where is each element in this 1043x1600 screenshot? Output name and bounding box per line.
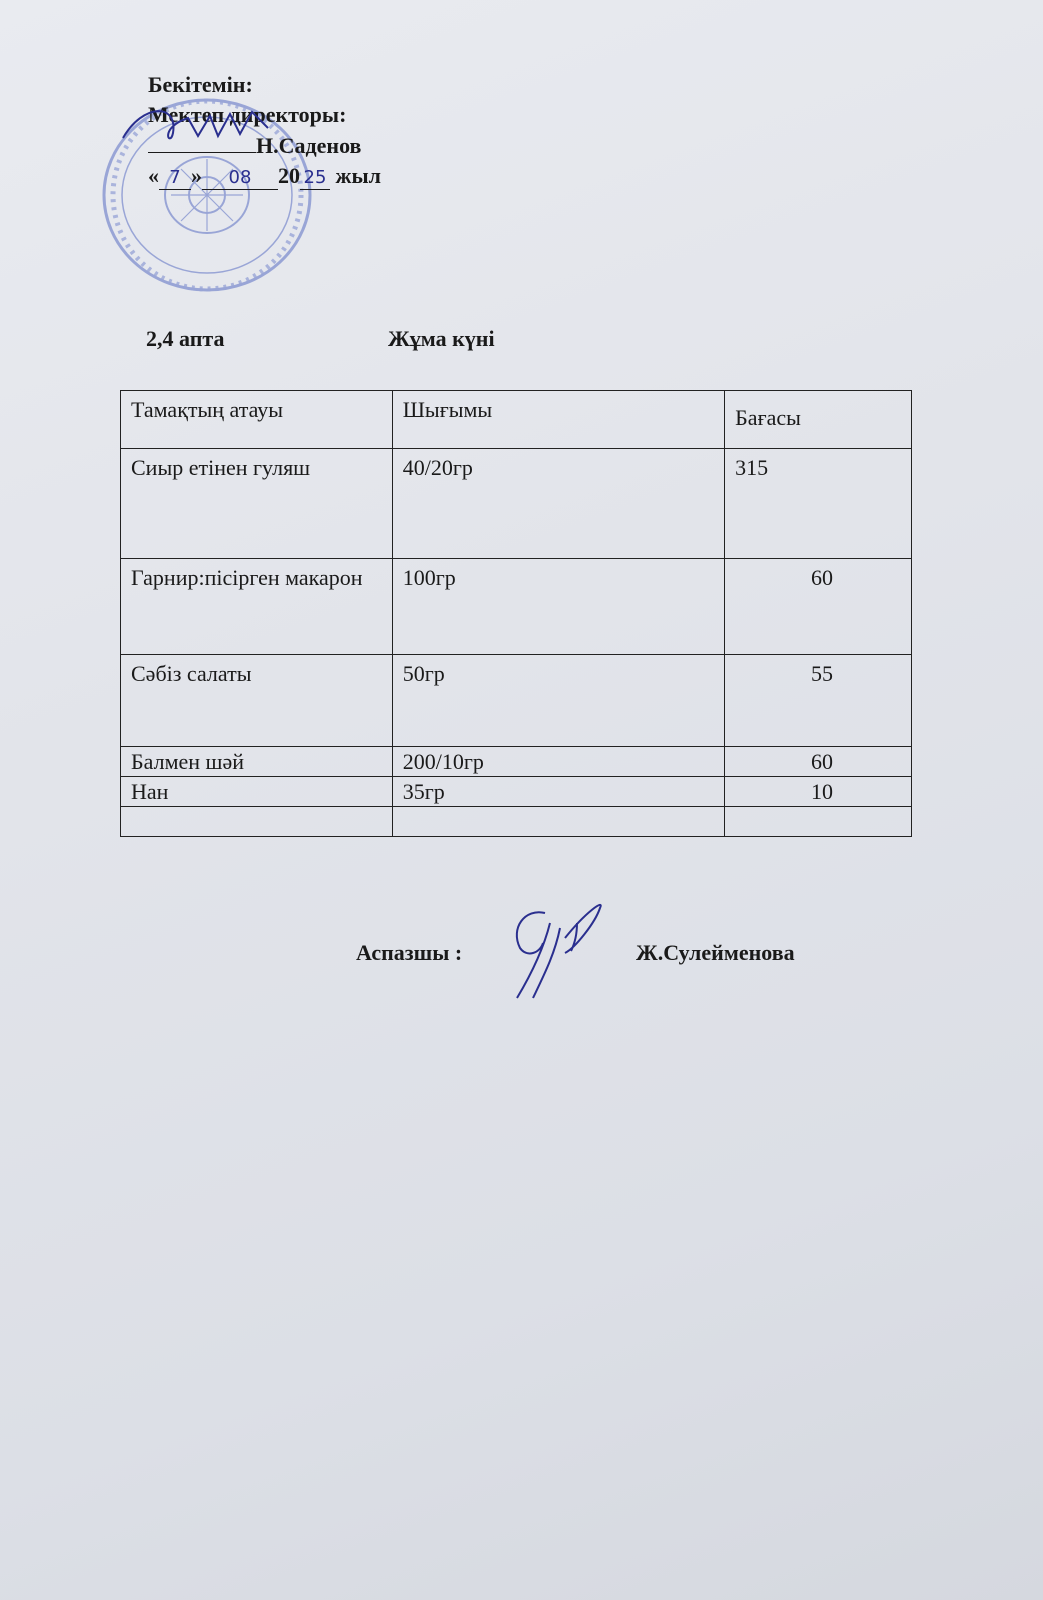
day-label: Жұма күні bbox=[388, 326, 495, 351]
week-label: 2,4 апта bbox=[146, 326, 225, 351]
column-header-yield: Шығымы bbox=[392, 391, 724, 449]
cook-label: Аспазшы : bbox=[356, 940, 463, 965]
column-header-name: Тамақтың атауы bbox=[121, 391, 393, 449]
table-row bbox=[121, 777, 912, 807]
date-open-quote: « bbox=[148, 163, 159, 188]
table-row bbox=[121, 559, 912, 655]
column-header-price: Бағасы bbox=[725, 391, 912, 449]
year-word: жыл bbox=[335, 163, 381, 188]
table-row bbox=[121, 655, 912, 747]
dish-price: 60 bbox=[725, 559, 912, 655]
table-header-row bbox=[121, 391, 912, 449]
dish-name: Сиыр етінен гуляш bbox=[121, 449, 393, 559]
dish-name: Сәбіз салаты bbox=[121, 655, 393, 747]
menu-table bbox=[120, 390, 912, 837]
date-day: 7 bbox=[159, 167, 191, 190]
dish-yield: 35гр bbox=[392, 777, 724, 807]
dish-yield: 40/20гр bbox=[392, 449, 724, 559]
dish-yield: 50гр bbox=[392, 655, 724, 747]
approval-date-line bbox=[148, 161, 381, 191]
dish-name: Нан bbox=[121, 777, 393, 807]
table-row bbox=[121, 449, 912, 559]
table-row bbox=[121, 747, 912, 777]
dish-name: Гарнир:пісірген макарон bbox=[121, 559, 393, 655]
date-month: 08 bbox=[202, 167, 278, 190]
director-name: Н.Саденов bbox=[256, 133, 362, 158]
dish-yield bbox=[392, 807, 724, 837]
table-row-empty bbox=[121, 807, 912, 837]
approval-line-1: Бекітемін: bbox=[148, 72, 253, 97]
dish-name bbox=[121, 807, 393, 837]
year-prefix: 20 bbox=[278, 163, 300, 188]
year-suffix: 25 bbox=[300, 167, 330, 190]
cook-name: Ж.Сулейменова bbox=[636, 940, 795, 965]
dish-price: 60 bbox=[725, 747, 912, 777]
dish-name: Балмен шәй bbox=[121, 747, 393, 777]
dish-price bbox=[725, 807, 912, 837]
director-signature bbox=[118, 98, 298, 158]
cook-signature bbox=[505, 893, 615, 1003]
dish-price: 315 bbox=[725, 449, 912, 559]
date-close-quote: » bbox=[191, 163, 202, 188]
dish-yield: 200/10гр bbox=[392, 747, 724, 777]
approval-line-2: Мектеп директоры: bbox=[148, 102, 347, 127]
dish-price: 10 bbox=[725, 777, 912, 807]
dish-price: 55 bbox=[725, 655, 912, 747]
dish-yield: 100гр bbox=[392, 559, 724, 655]
